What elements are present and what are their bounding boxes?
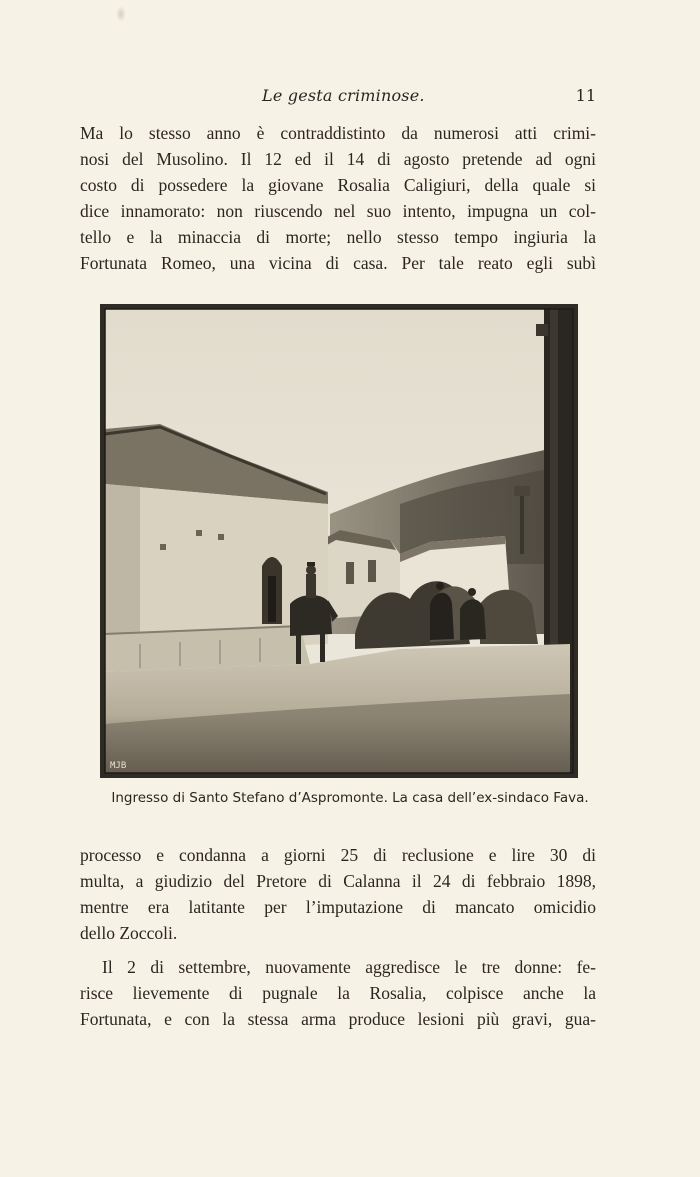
text-line: tello e la minaccia di morte; nello stesso tempo ingiuria la: [80, 227, 596, 247]
page-number: 11: [575, 86, 596, 105]
text-line: risce lievemente di pugnale la Rosalia, colpisce anche la: [80, 983, 596, 1003]
text-line: costo di possedere la giovane Rosalia Caligiuri, della quale si: [80, 175, 596, 195]
text-line: Ma lo stesso anno è contraddistinto da numerosi atti crimi-: [80, 123, 596, 143]
text-line: dello Zoccoli.: [80, 923, 178, 943]
paragraph-1: [80, 120, 596, 276]
text-line: Fortunata Romeo, una vicina di casa. Per tale reato egli subì: [80, 253, 596, 273]
engraver-signature: MJB: [110, 761, 127, 771]
text-line: dice innamorato: non riuscendo nel suo intento, impugna un col-: [80, 201, 596, 221]
photograph-santo-stefano: [100, 304, 578, 778]
text-line: Fortunata, e con la stessa arma produce lesioni più gravi, gua-: [80, 1009, 596, 1029]
running-head: [80, 86, 596, 110]
text-line: Il 2 di settembre, nuovamente aggredisce le tre donne: fe-: [102, 957, 596, 977]
running-title: Le gesta criminose.: [262, 86, 425, 105]
text-line: processo e condanna a giorni 25 di reclusione e lire 30 di: [80, 845, 596, 865]
paragraphs-2-3: [80, 842, 596, 1032]
text-line: mentre era latitante per l’imputazione di mancato omicidio: [80, 897, 596, 917]
text-line: multa, a giudizio del Pretore di Calanna il 24 di febbraio 1898,: [80, 871, 596, 891]
paper-stain: [116, 6, 126, 22]
figure-caption: Ingresso di Santo Stefano d’Aspromonte. La casa dell’ex-sindaco Fava.: [111, 790, 589, 806]
text-line: nosi del Musolino. Il 12 ed il 14 di agosto pretende ad ogni: [80, 149, 596, 169]
